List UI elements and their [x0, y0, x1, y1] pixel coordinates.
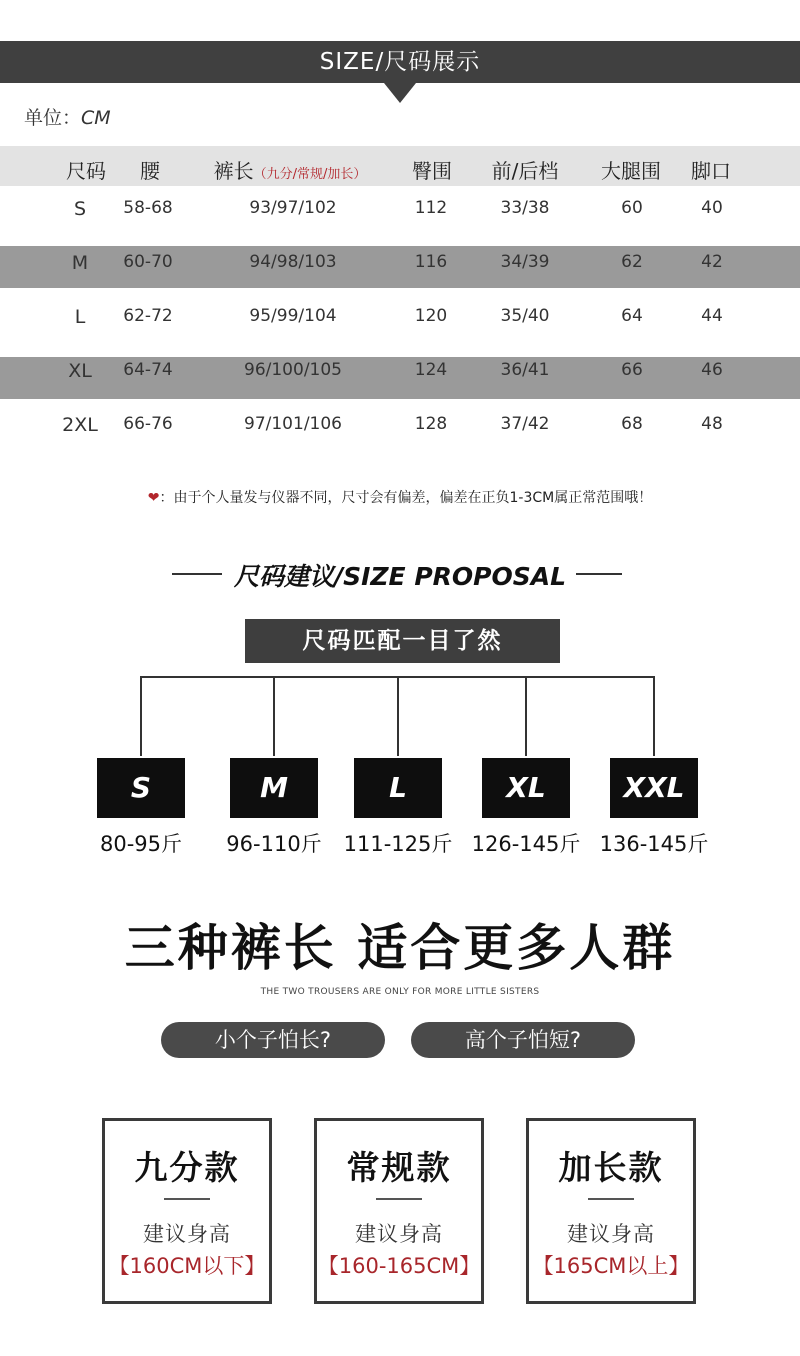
card-title: 九分款	[134, 1148, 240, 1187]
lengths-subtitle: THE TWO TROUSERS ARE ONLY FOR MORE LITTLE SISTERS	[260, 987, 540, 997]
card-divider	[376, 1198, 422, 1200]
cell-length: 94/98/103	[249, 252, 337, 272]
cell-size: S	[73, 198, 87, 220]
cell-hip: 124	[414, 360, 448, 380]
card-suggest-label: 建议身高	[355, 1222, 443, 1246]
down-arrow-icon	[384, 83, 416, 103]
card-divider	[164, 1198, 210, 1200]
card-title: 常规款	[346, 1148, 452, 1187]
cell-rise: 35/40	[500, 306, 550, 326]
cell-length: 97/101/106	[244, 414, 342, 434]
cell-size: M	[71, 252, 89, 274]
card-height: 【160-165CM】	[317, 1254, 481, 1278]
column-header-length: 裤长（九分/常规/加长）	[213, 159, 367, 183]
column-header-size: 尺码	[66, 159, 106, 183]
size-box: S	[97, 758, 185, 818]
cell-length: 93/97/102	[249, 198, 337, 218]
column-header-hip: 臀围	[412, 159, 452, 183]
cell-rise: 34/39	[500, 252, 550, 272]
column-header-thigh: 大腿围	[601, 159, 661, 183]
tolerance-note: ❤：由于个人量发与仪器不同，尺寸会有偏差，偏差在正负1-3CM属正常范围哦！	[147, 490, 653, 506]
pill-tall: 高个子怕短?	[411, 1022, 635, 1058]
card-suggest-label: 建议身高	[567, 1222, 655, 1246]
size-weight: 126-145斤	[471, 832, 581, 856]
cell-length: 96/100/105	[244, 360, 342, 380]
cell-rise: 33/38	[500, 198, 550, 218]
card-height: 【165CM以上】	[532, 1254, 690, 1278]
size-weight: 136-145斤	[599, 832, 709, 856]
cell-thigh: 60	[621, 198, 643, 218]
cell-waist: 58-68	[123, 198, 173, 218]
cell-thigh: 68	[621, 414, 643, 434]
column-header-rise: 前/后档	[491, 159, 559, 183]
cell-waist: 66-76	[123, 414, 173, 434]
size-box: L	[354, 758, 442, 818]
cell-rise: 36/41	[500, 360, 550, 380]
cell-hem: 44	[701, 306, 723, 326]
size-box: XL	[482, 758, 570, 818]
unit-label: 单位：CM	[24, 107, 111, 129]
table-row-stripe	[0, 246, 800, 288]
proposal-title: 尺码建议/SIZE PROPOSAL	[233, 562, 567, 591]
cell-waist: 62-72	[123, 306, 173, 326]
length-note: （九分/常规/加长）	[253, 167, 367, 182]
match-banner: 尺码匹配一目了然	[245, 619, 560, 663]
cell-hip: 128	[414, 414, 448, 434]
cell-hem: 48	[701, 414, 723, 434]
cell-thigh: 64	[621, 306, 643, 326]
cell-hip: 112	[414, 198, 448, 218]
cell-thigh: 66	[621, 360, 643, 380]
cell-hem: 42	[701, 252, 723, 272]
cell-size: L	[74, 306, 86, 328]
cell-waist: 64-74	[123, 360, 173, 380]
tree-branch	[397, 676, 399, 756]
cell-size: XL	[68, 360, 92, 382]
cell-thigh: 62	[621, 252, 643, 272]
cell-hip: 116	[414, 252, 448, 272]
tree-branch	[653, 676, 655, 756]
column-header-hem: 脚口	[691, 159, 731, 183]
card-title: 加长款	[558, 1148, 664, 1187]
title-rule-right	[576, 573, 622, 575]
table-row-stripe	[0, 357, 800, 399]
size-weight: 111-125斤	[343, 832, 453, 856]
cell-hem: 46	[701, 360, 723, 380]
cell-hip: 120	[414, 306, 448, 326]
cell-size: 2XL	[62, 414, 98, 436]
size-weight: 80-95斤	[99, 832, 183, 856]
cell-waist: 60-70	[123, 252, 173, 272]
card-height: 【160CM以下】	[108, 1254, 266, 1278]
table-header-bg	[0, 146, 800, 186]
lengths-title: 三种裤长 适合更多人群	[124, 919, 676, 977]
cell-length: 95/99/104	[249, 306, 337, 326]
section-title: SIZE/尺码展示	[319, 49, 481, 75]
size-box: M	[230, 758, 318, 818]
size-weight: 96-110斤	[226, 832, 322, 856]
card-divider	[588, 1198, 634, 1200]
card-suggest-label: 建议身高	[143, 1222, 231, 1246]
cell-rise: 37/42	[500, 414, 550, 434]
tree-branch	[273, 676, 275, 756]
tree-branch	[140, 676, 142, 756]
heart-icon: ❤	[147, 490, 160, 506]
tree-branch	[525, 676, 527, 756]
pill-short: 小个子怕长?	[161, 1022, 385, 1058]
cell-hem: 40	[701, 198, 723, 218]
column-header-waist: 腰	[140, 159, 160, 183]
size-box: XXL	[610, 758, 698, 818]
